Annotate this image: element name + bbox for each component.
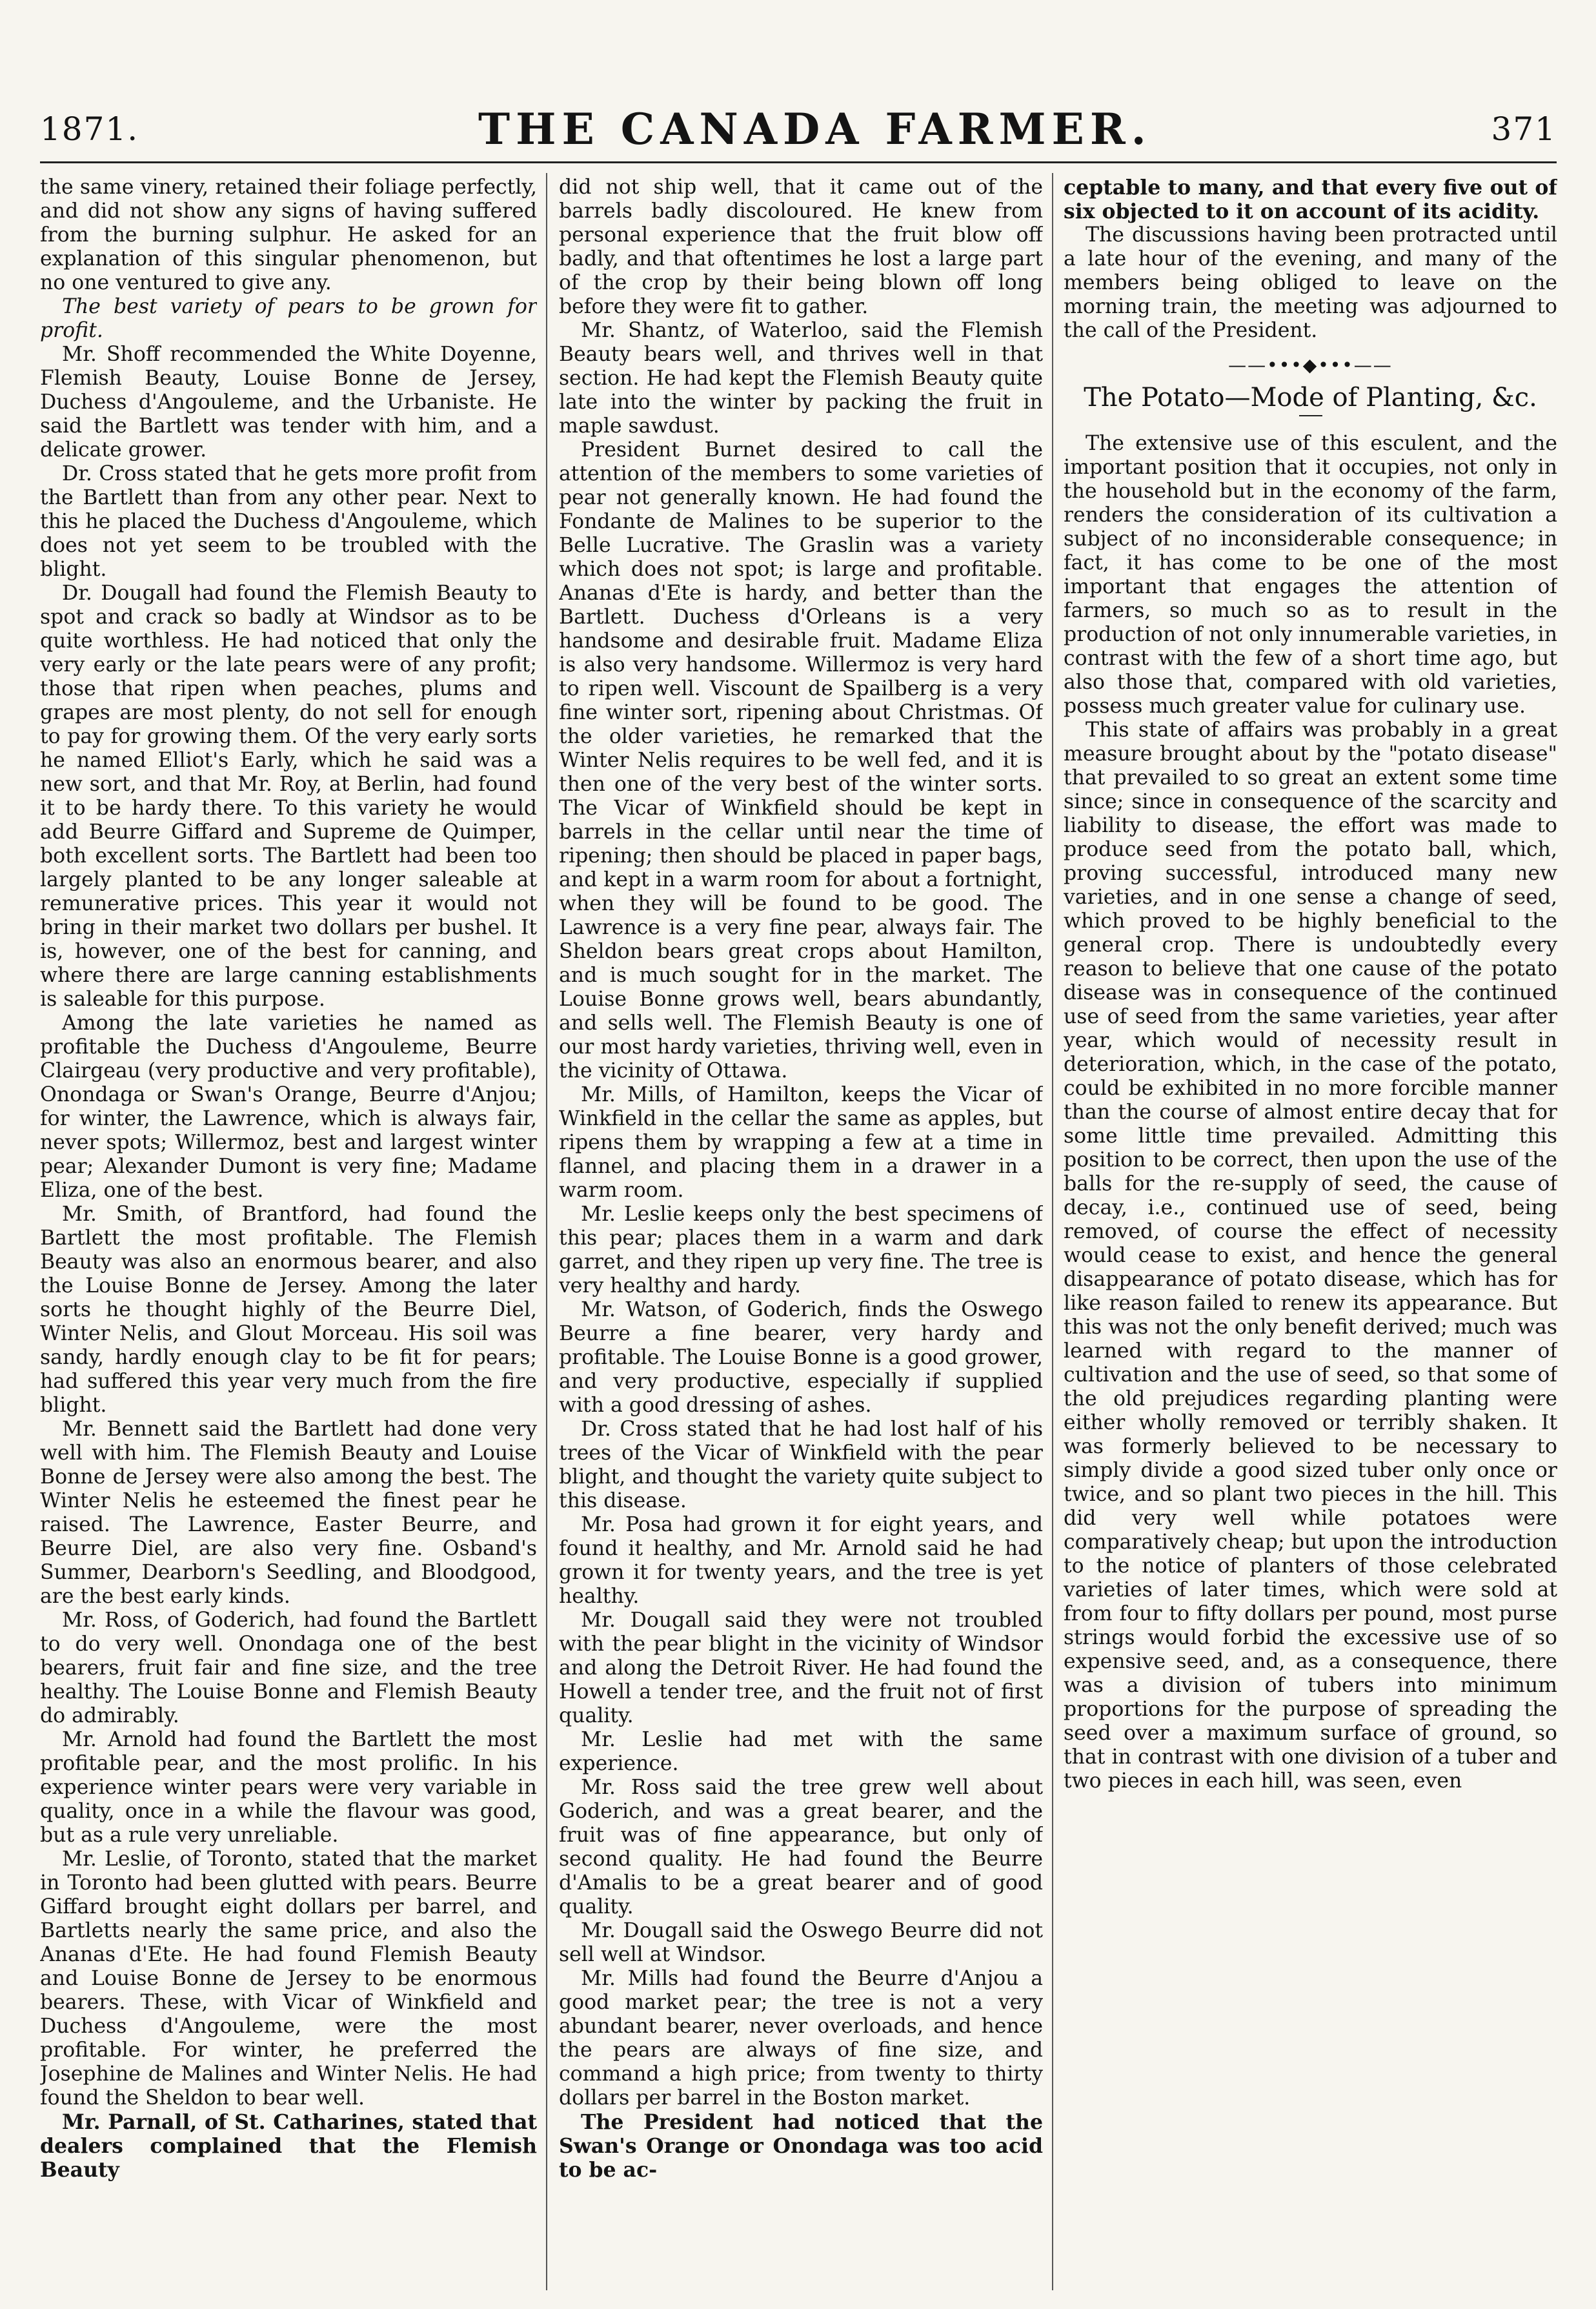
newspaper-title: THE CANADA FARMER. bbox=[478, 104, 1152, 154]
paragraph: This state of affairs was probably in a great measure brought about by the "potato disease" that prevailed to so great an extent some time since; since in consequence of the scarcity and liability to disease, the effort was made to produce seed from the potato ball, which, proving successful, introduced many new varieties, and in one sense a change of seed, which proved to be highly beneficial to the general crop. There is undoubtedly every reason to believe that one cause of the potato disease was in consequence of the continued use of seed from the same varieties, year after year, which would of necessity result in deterioration, which, in the case of the potato, could be exhibited in no more forcible manner than the course of almost entire decay that for some little time prevailed. Admitting this position to be correct, then upon the use of the balls for the re-supply of seed, the cause of decay, i.e., continued use of seed, being removed, of course the effect of necessity would cease to exist, and hence the general disappearance of potato disease, which has for like reason failed to renew its appearance. But this was not the only benefit derived; much was learned with regard to the manner of cultivation and the use of seed, so that some of the old prejudices regarding planting were either wholly removed or terribly shaken. It was formerly believed to be necessary to simply divide a good sized tuber only once or twice, and so plant two pieces in the hill. This did very well while potatoes were comparatively cheap; but upon the introduction to the notice of planters of those celebrated varieties of later times, which were sold at from four to fifty dollars per pound, most purse strings would forbid the excessive use of so expensive seed, and, as a consequence, there was a division of tubers into minimum proportions for the purpose of spreading the seed over a maximum surface of ground, so that in contrast with one division of a tuber and two pieces in each hill, was seen, even bbox=[1064, 718, 1557, 1793]
paragraph: Mr. Parnall, of St. Catharines, stated that dealers complained that the Flemish Beauty bbox=[40, 2110, 537, 2182]
page-number: 371 bbox=[1491, 110, 1557, 148]
paragraph: Mr. Ross said the tree grew well about Goderich, and was a great bearer, and the fruit was of fine appearance, but only of second quality. He had found the Beurre d'Amalis to be a great bearer and of good quality. bbox=[559, 1776, 1043, 1918]
paragraph: Mr. Dougall said they were not troubled with the pear blight in the vicinity of Windsor and along the Detroit River. He had found the Howell a tender tree, and the fruit not of first quality. bbox=[559, 1609, 1043, 1727]
paragraph: The discussions having been protracted until a late hour of the evening, and many of the members being obliged to leave on the morning train, the meeting was adjourned to the call of the President. bbox=[1064, 223, 1557, 342]
paragraph: Mr. Posa had grown it for eight years, and found it healthy, and Mr. Arnold said he had grown it for twenty years, and the tree is yet healthy. bbox=[559, 1513, 1043, 1608]
year: 1871. bbox=[40, 110, 139, 148]
paragraph: Mr. Mills, of Hamilton, keeps the Vicar of Winkfield in the cellar the same as apples, but ripens them by wrapping a few at a time in flannel, and placing them in a drawer in a warm room. bbox=[559, 1083, 1043, 1202]
paragraph: Mr. Leslie keeps only the best specimens of this pear; places them in a warm and dark garret, and they ripen up very fine. The tree is very healthy and hardy. bbox=[559, 1203, 1043, 1297]
column-3 bbox=[1064, 176, 1557, 2293]
paragraph: The President had noticed that the Swan's Orange or Onondaga was too acid to be ac- bbox=[559, 2110, 1043, 2182]
paragraph: ceptable to many, and that every five out of six objected to it on account of its acidity. bbox=[1064, 176, 1557, 223]
paragraph: Mr. Shantz, of Waterloo, said the Flemish Beauty bears well, and thrives well in that section. He had kept the Flemish Beauty quite late into the winter by packing the fruit in maple sawdust. bbox=[559, 319, 1043, 438]
paragraph: Mr. Leslie had met with the same experience. bbox=[559, 1728, 1043, 1775]
paragraph: Mr. Smith, of Brantford, had found the Bartlett the most profitable. The Flemish Beauty was also an enormous bearer, and also the Louise Bonne de Jersey. Among the later sorts he thought highly of the Beurre Diel, Winter Nelis, and Glout Morceau. His soil was sandy, hardly enough clay to be fit for pears; had suffered this year very much from the fire blight. bbox=[40, 1203, 537, 1417]
paragraph: Mr. Mills had found the Beurre d'Anjou a good market pear; the tree is not a very abundant bearer, never overloads, and hence the pears are always of fine size, and command a high price; from twenty to thirty dollars per barrel in the Boston market. bbox=[559, 1967, 1043, 2110]
masthead bbox=[40, 97, 1557, 163]
column-rule bbox=[1052, 173, 1053, 2290]
column-1 bbox=[40, 176, 537, 2293]
paragraph: Among the late varieties he named as profitable the Duchess d'Angouleme, Beurre Clairgeau (very productive and very profitable), Onondaga or Swan's Orange, Beurre d'Anjou; for winter, the Lawrence, which is always fair, never spots; Willermoz, best and largest winter pear; Alexander Dumont is very fine; Madame Eliza, one of the best. bbox=[40, 1012, 537, 1202]
column-2 bbox=[559, 176, 1043, 2293]
paragraph: Mr. Dougall said the Oswego Beurre did not sell well at Windsor. bbox=[559, 1919, 1043, 1966]
paragraph: Mr. Watson, of Goderich, finds the Oswego Beurre a fine bearer, very hardy and profitable. The Louise Bonne is a good grower, and very productive, especially if supplied with a good dressing of ashes. bbox=[559, 1298, 1043, 1417]
paragraph: The extensive use of this esculent, and the important position that it occupies, not only in the household but in the economy of the farm, renders the consideration of its cultivation a subject of no inconsiderable consequence; in fact, it has come to be one of the most important that engages the attention of farmers, so much so as to result in the production of not only innumerable varieties, in contrast with the few of a short time ago, but also those that, compared with old varieties, possess much greater value for culinary use. bbox=[1064, 432, 1557, 718]
paragraph: Dr. Cross stated that he had lost half of his trees of the Vicar of Winkfield with the pear blight, and thought the variety quite subject to this disease. bbox=[559, 1418, 1043, 1512]
heading-rule bbox=[1299, 415, 1322, 416]
paragraph: Mr. Bennett said the Bartlett had done very well with him. The Flemish Beauty and Louise Bonne de Jersey were also among the best. The Winter Nelis he esteemed the finest pear he raised. The Lawrence, Easter Beurre, and Beurre Diel, are also very fine. Osband's Summer, Dearborn's Seedling, and Bloodgood, are the best early kinds. bbox=[40, 1418, 537, 1608]
paragraph: Mr. Ross, of Goderich, had found the Bartlett to do very well. Onondaga one of the best bearers, fruit fair and fine size, and the tree healthy. The Louise Bonne and Flemish Beauty do admirably. bbox=[40, 1609, 537, 1727]
column-rule bbox=[546, 173, 547, 2290]
paragraph: President Burnet desired to call the attention of the members to some varieties of pear not generally known. He had found the Fondante de Malines to be superior to the Belle Lucrative. The Graslin was a variety which does not spot; is large and profitable. Ananas d'Ete is hardy, and better than the Bartlett. Duchess d'Orleans is a very handsome and desirable fruit. Madame Eliza is also very handsome. Willermoz is very hard to ripen well. Viscount de Spailberg is a very fine winter sort, ripening about Christmas. Of the older varieties, he remarked that the Winter Nelis requires to be well fed, and it is then one of the very best of the winter sorts. The Vicar of Winkfield should be kept in barrels in the cellar until near the time of ripening; then should be placed in paper bags, and kept in a warm room for about a fortnight, when they will be found to be good. The Lawrence is a very fine pear, always fair. The Sheldon bears great crops about Hamilton, and is much sought for in the market. The Louise Bonne grows well, bears abundantly, and sells well. The Flemish Beauty is one of our most hardy varieties, thriving well, even in the vicinity of Ottawa. bbox=[559, 438, 1043, 1083]
paragraph: Mr. Shoff recommended the White Doyenne, Flemish Beauty, Louise Bonne de Jersey, Duchess d'Angouleme, and the Urbaniste. He said the Bartlett was tender with him, and a delicate grower. bbox=[40, 343, 537, 462]
paragraph: Mr. Arnold had found the Bartlett the most profitable pear, and the most prolific. In his experience winter pears were very variable in quality, once in a while the flavour was good, but as a rule very unreliable. bbox=[40, 1728, 537, 1847]
ornament-separator: ——•••◆•••—— bbox=[1228, 354, 1393, 376]
paragraph: Dr. Dougall had found the Flemish Beauty to spot and crack so badly at Windsor as to be quite worthless. He had noticed that only the very early or the late pears were of any profit; those that ripen when peaches, plums and grapes are most plenty, do not sell for enough to pay for growing them. Of the very early sorts he named Elliot's Early, which he said was a new sort, and that Mr. Roy, at Berlin, had found it to be hardy there. To this variety he would add Beurre Giffard and Supreme de Quimper, both excellent sorts. The Bartlett had been too largely planted to be any longer saleable at remunerative prices. This year it would not bring in their market two dollars per bushel. It is, however, one of the best for canning, and where there are large canning establishments is saleable for this purpose. bbox=[40, 582, 537, 1011]
paragraph: Dr. Cross stated that he gets more profit from the Bartlett than from any other pear. Next to this he placed the Duchess d'Angouleme, which does not yet seem to be troubled with the blight. bbox=[40, 462, 537, 581]
paragraph: the same vinery, retained their foliage perfectly, and did not show any signs of having suffered from the burning sulphur. He asked for an explanation of this singular phenomenon, but no one ventured to give any. bbox=[40, 176, 537, 294]
paragraph: did not ship well, that it came out of the barrels badly discoloured. He knew from personal experience that the fruit blow off badly, and that oftentimes he lost a large part of the crop by their being blown off long before they were fit to gather. bbox=[559, 176, 1043, 318]
section-question: The best variety of pears to be grown for profit. bbox=[40, 295, 537, 342]
paragraph: Mr. Leslie, of Toronto, stated that the market in Toronto had been glutted with pears. Beurre Giffard brought eight dollars per barrel, and Bartletts nearly the same price, and also the Ananas d'Ete. He had found Flemish Beauty and Louise Bonne de Jersey to be enormous bearers. These, with Vicar of Winkfield and Duchess d'Angouleme, were the most profitable. For winter, he preferred the Josephine de Malines and Winter Nelis. He had found the Sheldon to bear well. bbox=[40, 1847, 537, 2110]
article-heading: The Potato—Mode of Planting, &c. bbox=[1084, 383, 1537, 412]
